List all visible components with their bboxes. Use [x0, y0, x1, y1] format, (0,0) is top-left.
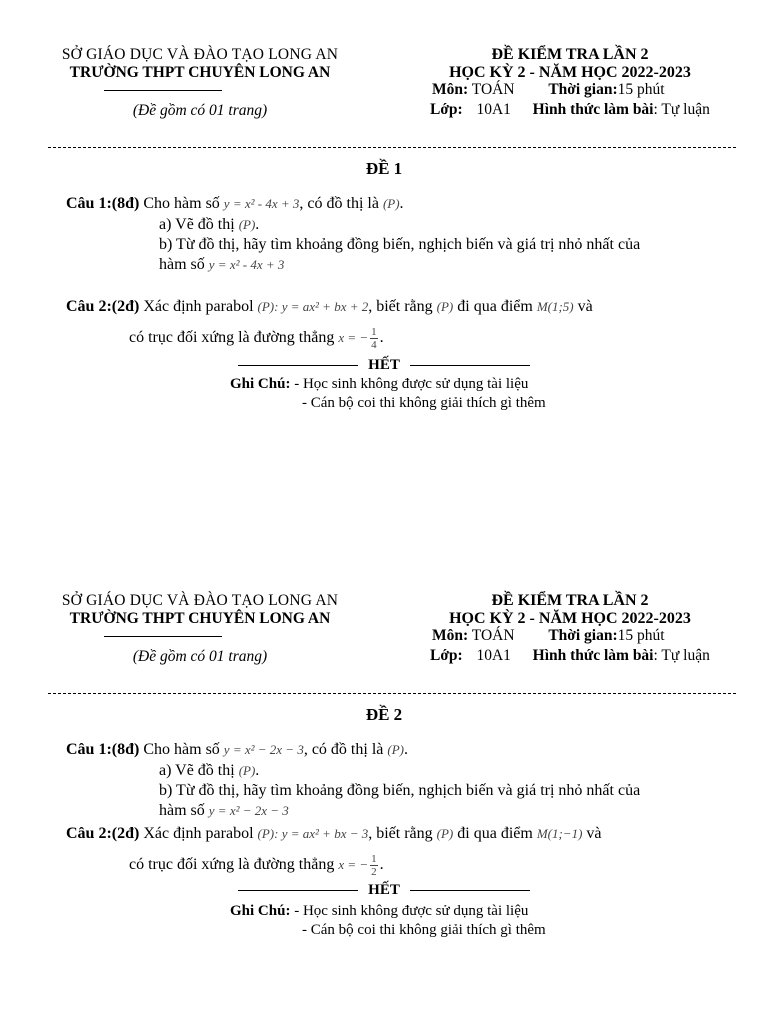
subject-label: Môn:: [432, 627, 469, 644]
question-2: [66, 825, 602, 843]
department: SỞ GIÁO DỤC VÀ ĐÀO TẠO LONG AN: [61, 46, 339, 63]
question-2-cont: có trục đối xứng là đường thẳng x = − $\frac{1}{2}$ .: [129, 853, 384, 878]
question-2-text-4: và: [582, 825, 602, 842]
end-text: HẾT: [368, 357, 400, 373]
class-label: Lớp:: [430, 101, 463, 118]
question-1b-cont: [159, 802, 289, 820]
exam-title: ĐỀ KIỂM TRA LẦN 2: [491, 46, 649, 63]
fraction-numerator: 1: [371, 326, 377, 338]
parabol-formula: (P): y = ax² + bx − 3: [257, 826, 369, 841]
graph-name: (P): [387, 742, 404, 757]
question-2-text: Xác định parabol: [139, 825, 258, 842]
format-label: Hình thức làm bài: [532, 647, 654, 664]
note-line-2: [302, 395, 546, 412]
question-1b-text: b) Từ đồ thị, hãy tìm khoảng đồng biến, nghịch biến và giá trị nhỏ nhất của: [159, 782, 641, 799]
exam-heading: ĐỀ 1: [365, 159, 403, 178]
subject-value: TOÁN: [471, 81, 515, 98]
fraction-denominator: 4: [371, 339, 377, 351]
axis-fraction: [370, 853, 378, 878]
note-1: - Học sinh không được sử dụng tài liệu: [290, 376, 529, 392]
axis-fraction: [370, 326, 378, 351]
note-line-2: [302, 922, 546, 939]
question-2-text-3: đi qua điểm: [453, 825, 537, 842]
question-2-text: Xác định parabol: [139, 298, 258, 315]
question-1a: a) Vẽ đồ thị (P).: [159, 762, 260, 779]
graph-name: (P): [436, 299, 454, 314]
end-text: HẾT: [368, 882, 400, 898]
question-1b-text-2: hàm số: [159, 802, 209, 819]
question-2-cont: có trục đối xứng là đường thẳng x = − $\frac{1}{4}$ .: [129, 326, 384, 351]
parabol-formula: (P): y = ax² + bx + 2: [257, 299, 369, 314]
class-label: Lớp:: [430, 647, 463, 664]
question-1-text: Cho hàm số: [139, 195, 224, 212]
note-2: - Cán bộ coi thi không giải thích gì thêm: [302, 395, 546, 411]
question-1-text-2: , có đồ thị là: [303, 741, 388, 758]
note-label: Ghi Chú:: [230, 903, 291, 919]
note-line-1: [230, 376, 528, 393]
point: M(1;5): [536, 299, 574, 314]
graph-name: (P): [238, 217, 256, 232]
subject-row: [432, 627, 665, 645]
exam-2: [0, 592, 768, 1012]
subject-label: Môn:: [432, 81, 469, 98]
graph-name: (P): [238, 763, 256, 778]
divider: [48, 693, 736, 694]
header-rule: [104, 636, 222, 637]
graph-name: (P): [382, 196, 400, 211]
format-label: Hình thức làm bài: [532, 101, 654, 118]
question-1a-text: a) Vẽ đồ thị: [159, 762, 239, 779]
question-1b-text: b) Từ đồ thị, hãy tìm khoảng đồng biến, nghịch biến và giá trị nhỏ nhất của: [159, 236, 641, 253]
time-value: 15 phút: [617, 81, 665, 98]
point: M(1;−1): [536, 826, 583, 841]
question-2-text-2: , biết rằng: [368, 298, 437, 315]
question-1a: a) Vẽ đồ thị (P).: [159, 216, 260, 233]
exam-term: HỌC KỲ 2 - NĂM HỌC 2022-2023: [449, 610, 691, 627]
fraction-numerator: 1: [371, 853, 377, 865]
pages-note: (Đề gồm có 01 trang): [132, 102, 268, 119]
question-1-text: Cho hàm số: [139, 741, 224, 758]
graph-name: (P): [436, 826, 454, 841]
exam-term: HỌC KỲ 2 - NĂM HỌC 2022-2023: [449, 64, 691, 81]
question-1: Câu 1:(8đ) Cho hàm số y = x² − 2x − 3, có đồ thị là (P).: [66, 741, 408, 758]
question-1a-text: a) Vẽ đồ thị: [159, 216, 239, 233]
end-marker: [0, 357, 768, 374]
question-2: [66, 298, 593, 316]
school-name: TRƯỜNG THPT CHUYÊN LONG AN: [69, 64, 331, 81]
format-value: : Tự luận: [653, 647, 710, 664]
time-label: Thời gian:: [548, 81, 618, 98]
class-row: [430, 647, 710, 665]
question-2-text-4: và: [573, 298, 593, 315]
exam-1: [0, 46, 768, 466]
question-1b-cont: [159, 256, 284, 274]
note-line-1: [230, 903, 528, 920]
subject-row: [432, 81, 665, 99]
question-1: Câu 1:(8đ) Cho hàm số y = x² - 4x + 3, có đồ thị là (P).: [66, 195, 404, 212]
question-1-label: Câu 1:(8đ): [66, 741, 140, 758]
axis-formula: x = −: [338, 857, 369, 873]
question-2-line-2: có trục đối xứng là đường thẳng: [129, 329, 339, 347]
exam-title: ĐỀ KIỂM TRA LẦN 2: [491, 592, 649, 609]
question-2-text-3: đi qua điểm: [453, 298, 537, 315]
question-1b-text-2: hàm số: [159, 256, 209, 273]
pages-note: (Đề gồm có 01 trang): [132, 648, 268, 665]
class-row: [430, 101, 710, 119]
note-1: - Học sinh không được sử dụng tài liệu: [290, 903, 529, 919]
format-value: : Tự luận: [653, 101, 710, 118]
question-2-text-2: , biết rằng: [368, 825, 437, 842]
axis-formula: x = −: [338, 330, 369, 346]
function-formula: y = x² − 2x − 3: [223, 742, 304, 757]
question-1b: [159, 236, 640, 254]
question-2-label: Câu 2:(2đ): [66, 825, 140, 842]
question-2-line-2: có trục đối xứng là đường thẳng: [129, 856, 339, 874]
note-2: - Cán bộ coi thi không giải thích gì thêm: [302, 922, 546, 938]
class-value: 10A1: [476, 101, 511, 118]
time-label: Thời gian:: [548, 627, 618, 644]
header-rule: [104, 90, 222, 91]
fraction-denominator: 2: [371, 866, 377, 878]
department: SỞ GIÁO DỤC VÀ ĐÀO TẠO LONG AN: [61, 592, 339, 609]
question-1-text-2: , có đồ thị là: [299, 195, 383, 212]
function-formula: y = x² - 4x + 3: [208, 257, 285, 272]
divider: [48, 147, 736, 148]
function-formula: y = x² - 4x + 3: [223, 196, 300, 211]
question-2-label: Câu 2:(2đ): [66, 298, 140, 315]
question-1-label: Câu 1:(8đ): [66, 195, 140, 212]
school-name: TRƯỜNG THPT CHUYÊN LONG AN: [69, 610, 331, 627]
note-label: Ghi Chú:: [230, 376, 291, 392]
subject-value: TOÁN: [471, 627, 515, 644]
function-formula: y = x² − 2x − 3: [208, 803, 289, 818]
question-1b: [159, 782, 640, 800]
exam-heading: ĐỀ 2: [365, 705, 403, 724]
time-value: 15 phút: [617, 627, 665, 644]
class-value: 10A1: [476, 647, 511, 664]
end-marker: [0, 882, 768, 899]
